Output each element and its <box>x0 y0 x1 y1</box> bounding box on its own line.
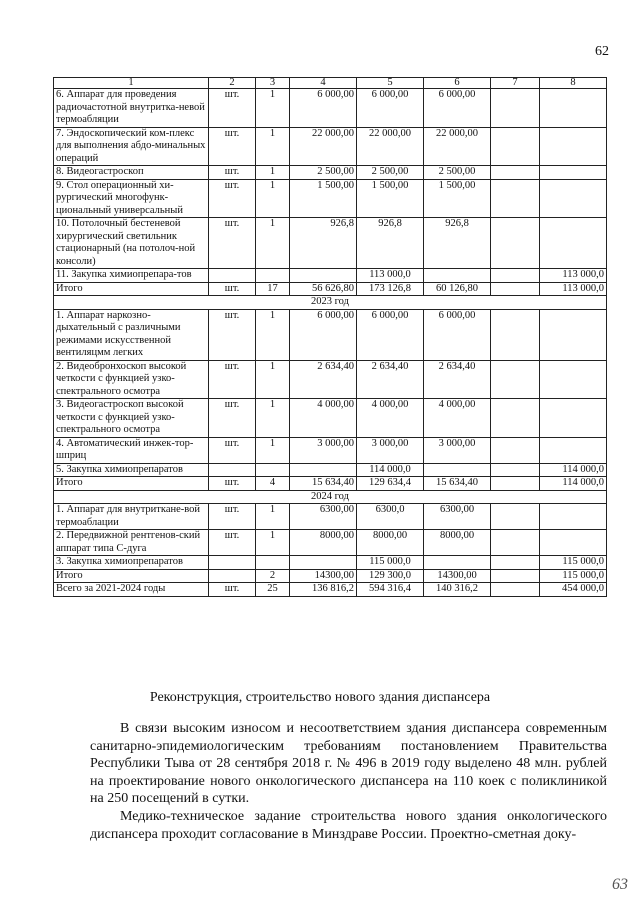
value-cell: шт. <box>209 437 256 463</box>
value-cell: шт. <box>209 218 256 269</box>
value-cell: 1 <box>256 89 290 128</box>
table-row <box>54 569 607 583</box>
value-cell: 6 000,00 <box>424 309 491 360</box>
value-cell <box>491 360 540 399</box>
value-cell: 3 000,00 <box>424 437 491 463</box>
value-cell: 2 634,40 <box>290 360 357 399</box>
value-cell: 15 634,40 <box>290 477 357 491</box>
item-name-cell: Всего за 2021-2024 годы <box>54 583 209 597</box>
value-cell <box>491 89 540 128</box>
value-cell: 1 500,00 <box>424 179 491 218</box>
value-cell <box>209 269 256 283</box>
value-cell <box>290 463 357 477</box>
value-cell: шт. <box>209 282 256 296</box>
value-cell: 4 000,00 <box>290 399 357 438</box>
table-row <box>54 166 607 180</box>
value-cell: 113 000,0 <box>540 282 607 296</box>
table-header-row <box>54 78 607 89</box>
value-cell: 115 000,0 <box>540 556 607 570</box>
value-cell: 926,8 <box>357 218 424 269</box>
value-cell: шт. <box>209 504 256 530</box>
value-cell: 2 500,00 <box>424 166 491 180</box>
value-cell: шт. <box>209 127 256 166</box>
value-cell <box>491 463 540 477</box>
item-name-cell: 6. Аппарат для проведения радиочастотной внутритка-невой термоабляции <box>54 89 209 128</box>
item-name-cell: 7. Эндоскопический ком-плекс для выполнения абдо-минальных операций <box>54 127 209 166</box>
value-cell: 22 000,00 <box>424 127 491 166</box>
value-cell <box>209 556 256 570</box>
value-cell <box>491 218 540 269</box>
item-name-cell: Итого <box>54 282 209 296</box>
value-cell <box>540 179 607 218</box>
value-cell: 129 300,0 <box>357 569 424 583</box>
value-cell: 1 <box>256 218 290 269</box>
value-cell: 1 <box>256 504 290 530</box>
value-cell: 113 000,0 <box>540 269 607 283</box>
value-cell: 2 500,00 <box>357 166 424 180</box>
value-cell <box>491 569 540 583</box>
item-name-cell: 3. Видеогастроскоп высокой четкости с функцией узко-спектрального осмотра <box>54 399 209 438</box>
value-cell: 2 634,40 <box>424 360 491 399</box>
value-cell <box>491 556 540 570</box>
value-cell: 25 <box>256 583 290 597</box>
value-cell: 6 000,00 <box>357 309 424 360</box>
value-cell: 114 000,0 <box>357 463 424 477</box>
value-cell <box>256 556 290 570</box>
value-cell: 8000,00 <box>424 530 491 556</box>
value-cell: 926,8 <box>290 218 357 269</box>
value-cell: 926,8 <box>424 218 491 269</box>
item-name-cell: Итого <box>54 569 209 583</box>
value-cell <box>290 556 357 570</box>
value-cell: 1 <box>256 127 290 166</box>
item-name-cell: 1. Аппарат для внутритканe-вой термоаблации <box>54 504 209 530</box>
value-cell: 6 000,00 <box>424 89 491 128</box>
paragraph-1: В связи высоким износом и несоответствием здания диспансера современным санитарно-эпидемиологическим требованиям постановлением Правительства Республики Тыва от 28 сентября 2018 г. № 496 в 2019 году выделено 48 млн. рублей на проектирование нового онкологического диспансера на 110 коек с поликлиникой на 250 посещений в сутки. <box>90 721 607 806</box>
table-row <box>54 282 607 296</box>
value-cell: шт. <box>209 583 256 597</box>
value-cell: шт. <box>209 309 256 360</box>
value-cell: 60 126,80 <box>424 282 491 296</box>
value-cell: 2 <box>256 569 290 583</box>
item-name-cell: 5. Закупка химиопрепаратов <box>54 463 209 477</box>
value-cell <box>424 269 491 283</box>
value-cell: 22 000,00 <box>290 127 357 166</box>
table-row <box>54 179 607 218</box>
value-cell: 6 000,00 <box>357 89 424 128</box>
value-cell: 6300,00 <box>424 504 491 530</box>
year-row <box>54 490 607 504</box>
item-name-cell: 2. Передвижной рентгенов-ский аппарат типа С-дуга <box>54 530 209 556</box>
table-row <box>54 218 607 269</box>
table-row <box>54 309 607 360</box>
header-cell: 6 <box>424 78 491 89</box>
page-number: 62 <box>595 44 609 59</box>
item-name-cell: 3. Закупка химиопрепаратов <box>54 556 209 570</box>
value-cell: 6300,0 <box>357 504 424 530</box>
value-cell: 115 000,0 <box>540 569 607 583</box>
value-cell: 594 316,4 <box>357 583 424 597</box>
value-cell: 114 000,0 <box>540 477 607 491</box>
value-cell: 56 626,80 <box>290 282 357 296</box>
value-cell <box>209 569 256 583</box>
value-cell: 3 000,00 <box>357 437 424 463</box>
value-cell: 114 000,0 <box>540 463 607 477</box>
value-cell: 1 <box>256 437 290 463</box>
item-name-cell: 11. Закупка химиопрепара-тов <box>54 269 209 283</box>
table-row <box>54 269 607 283</box>
value-cell <box>424 556 491 570</box>
table-row <box>54 399 607 438</box>
item-name-cell: 2. Видеобронхоскоп высокой четкости с функцией узко-спектрального осмотра <box>54 360 209 399</box>
value-cell <box>540 166 607 180</box>
value-cell <box>540 127 607 166</box>
item-name-cell: Итого <box>54 477 209 491</box>
paragraph-2: Медико-техническое задание строительства нового здания онкологического диспансера проходит согласование в Минздраве России. Проектно-сметная доку- <box>90 809 607 842</box>
value-cell: 2 634,40 <box>357 360 424 399</box>
value-cell <box>491 179 540 218</box>
value-cell: 2 500,00 <box>290 166 357 180</box>
value-cell: 6300,00 <box>290 504 357 530</box>
value-cell <box>256 269 290 283</box>
budget-table <box>53 77 607 597</box>
value-cell: 6 000,00 <box>290 309 357 360</box>
item-name-cell: 4. Автоматический инжек-тор-шприц <box>54 437 209 463</box>
value-cell: 4 000,00 <box>424 399 491 438</box>
value-cell: 1 <box>256 179 290 218</box>
value-cell: 1 <box>256 166 290 180</box>
item-name-cell: 10. Потолочный бестеневой хирургический светильник стационарный (на потолоч-ной консоли) <box>54 218 209 269</box>
value-cell <box>491 399 540 438</box>
value-cell <box>540 504 607 530</box>
value-cell <box>424 463 491 477</box>
value-cell: 14300,00 <box>424 569 491 583</box>
value-cell <box>491 309 540 360</box>
value-cell: шт. <box>209 477 256 491</box>
header-cell: 4 <box>290 78 357 89</box>
value-cell <box>540 218 607 269</box>
table-row <box>54 463 607 477</box>
value-cell: 1 <box>256 360 290 399</box>
table-row <box>54 504 607 530</box>
item-name-cell: 8. Видеогастроскоп <box>54 166 209 180</box>
value-cell <box>290 269 357 283</box>
value-cell: шт. <box>209 360 256 399</box>
value-cell: 1 <box>256 399 290 438</box>
value-cell: 15 634,40 <box>424 477 491 491</box>
value-cell <box>491 437 540 463</box>
value-cell <box>540 360 607 399</box>
value-cell <box>540 437 607 463</box>
header-cell: 7 <box>491 78 540 89</box>
value-cell <box>491 269 540 283</box>
year-label: 2023 год <box>54 296 607 310</box>
value-cell <box>491 504 540 530</box>
value-cell: 1 500,00 <box>357 179 424 218</box>
value-cell: шт. <box>209 89 256 128</box>
header-cell: 1 <box>54 78 209 89</box>
year-label: 2024 год <box>54 490 607 504</box>
value-cell <box>491 166 540 180</box>
value-cell: 8000,00 <box>290 530 357 556</box>
value-cell: шт. <box>209 179 256 218</box>
value-cell <box>540 530 607 556</box>
value-cell: 1 <box>256 530 290 556</box>
handwritten-page-mark: 63 <box>612 876 628 893</box>
table-row <box>54 89 607 128</box>
value-cell: шт. <box>209 166 256 180</box>
header-cell: 3 <box>256 78 290 89</box>
value-cell: 115 000,0 <box>357 556 424 570</box>
value-cell <box>491 530 540 556</box>
value-cell: шт. <box>209 530 256 556</box>
header-cell: 2 <box>209 78 256 89</box>
value-cell <box>256 463 290 477</box>
item-name-cell: 9. Стол операционный хи-рургический многофунк-циональный универсальный <box>54 179 209 218</box>
value-cell: 4 <box>256 477 290 491</box>
value-cell <box>491 583 540 597</box>
value-cell: шт. <box>209 399 256 438</box>
value-cell <box>491 127 540 166</box>
value-cell: 454 000,0 <box>540 583 607 597</box>
section-title: Реконструкция, строительство нового здания диспансера <box>149 690 491 705</box>
table-row <box>54 360 607 399</box>
table-row <box>54 530 607 556</box>
value-cell <box>491 282 540 296</box>
value-cell <box>540 309 607 360</box>
item-name-cell: 1. Аппарат наркозно-дыхательный с различными режимами искусственной вентиляцмм легких <box>54 309 209 360</box>
value-cell: 136 816,2 <box>290 583 357 597</box>
value-cell: 173 126,8 <box>357 282 424 296</box>
value-cell: 22 000,00 <box>357 127 424 166</box>
value-cell <box>491 477 540 491</box>
value-cell: 8000,00 <box>357 530 424 556</box>
value-cell: 17 <box>256 282 290 296</box>
value-cell: 140 316,2 <box>424 583 491 597</box>
header-cell: 5 <box>357 78 424 89</box>
value-cell <box>540 399 607 438</box>
value-cell: 14300,00 <box>290 569 357 583</box>
header-cell: 8 <box>540 78 607 89</box>
table-row <box>54 583 607 597</box>
value-cell: 129 634,4 <box>357 477 424 491</box>
value-cell: 1 <box>256 309 290 360</box>
table-row <box>54 437 607 463</box>
table-row <box>54 556 607 570</box>
table-row <box>54 127 607 166</box>
value-cell: 6 000,00 <box>290 89 357 128</box>
table-row <box>54 477 607 491</box>
year-row <box>54 296 607 310</box>
value-cell: 1 500,00 <box>290 179 357 218</box>
value-cell <box>540 89 607 128</box>
value-cell: 4 000,00 <box>357 399 424 438</box>
value-cell <box>209 463 256 477</box>
value-cell: 113 000,0 <box>357 269 424 283</box>
value-cell: 3 000,00 <box>290 437 357 463</box>
